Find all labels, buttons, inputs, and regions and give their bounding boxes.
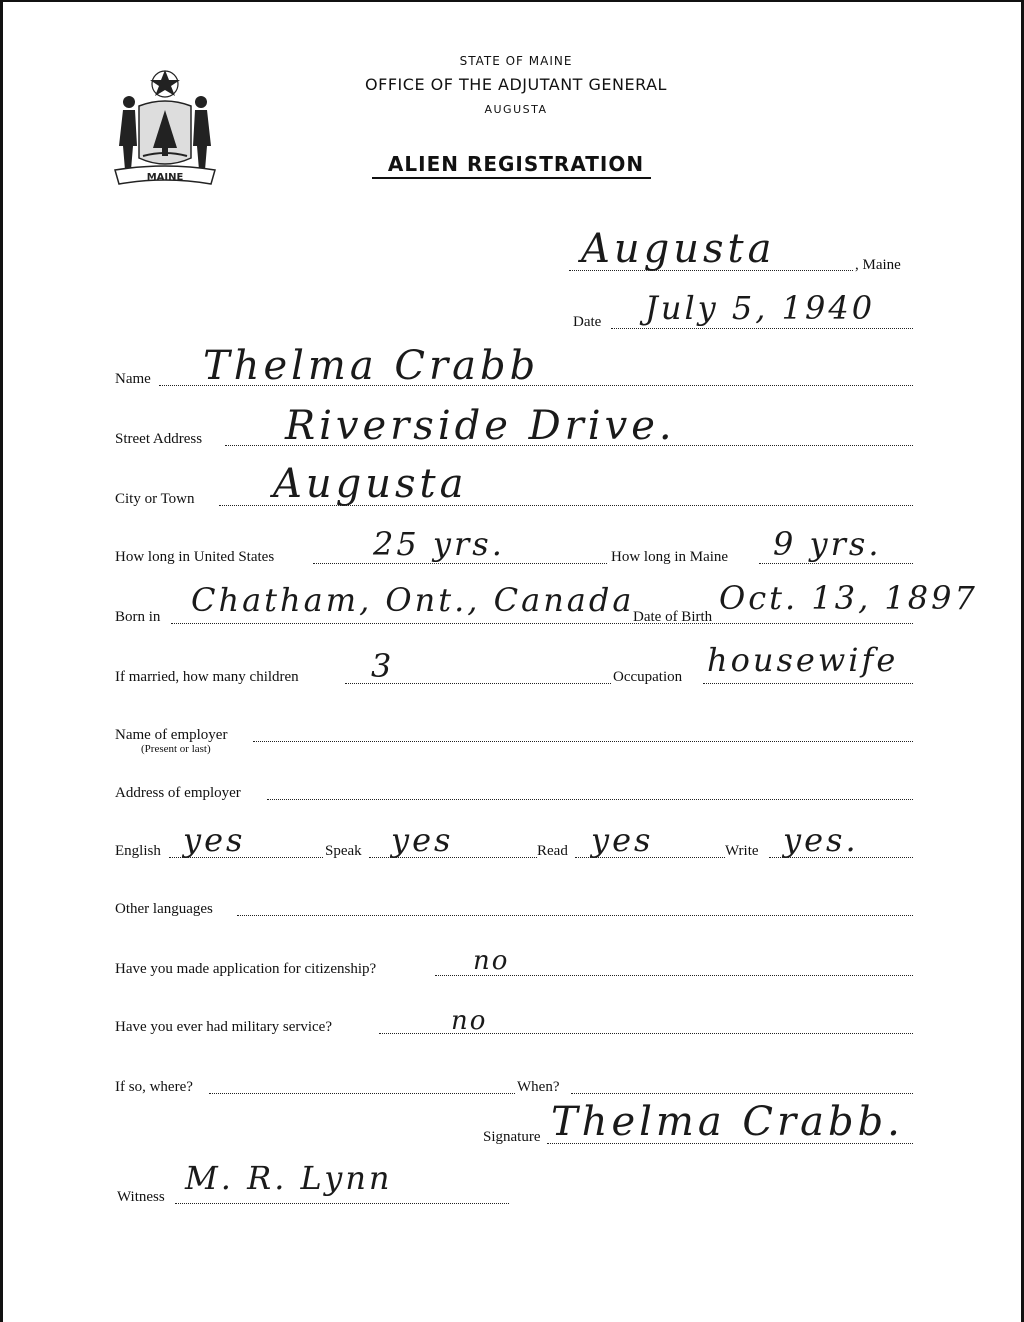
date-of-birth-label: Date of Birth (633, 609, 713, 625)
date-label: Date (573, 314, 602, 330)
read-label: Read (537, 843, 568, 859)
children-label: If married, how many children (115, 669, 299, 685)
citizenship-label: Have you made application for citizenship? (115, 961, 377, 977)
header-state: STATE OF MAINE (459, 54, 573, 68)
form-title: ALIEN REGISTRATION (387, 152, 645, 176)
occupation-line (703, 683, 913, 684)
how-long-us-label: How long in United States (115, 549, 275, 565)
speak-value: yes (391, 821, 454, 859)
employer-name-label: Name of employer (115, 727, 228, 743)
born-in-label: Born in (115, 609, 161, 625)
other-languages-line (237, 915, 913, 916)
how-long-us-line (313, 563, 607, 564)
children-value: 3 (371, 647, 395, 685)
when-line (571, 1093, 913, 1094)
witness-value: M. R. Lynn (185, 1159, 393, 1197)
employer-name-note: (Present or last) (141, 743, 211, 755)
name-label: Name (115, 371, 151, 387)
if-so-where-line (209, 1093, 515, 1094)
citizenship-value: no (473, 946, 510, 976)
born-in-value: Chatham, Ont., Canada (191, 581, 635, 619)
employer-name-line (253, 741, 913, 742)
born-in-line (171, 623, 913, 624)
how-long-maine-label: How long in Maine (611, 549, 729, 565)
seal-text: MAINE (146, 172, 184, 183)
occupation-label: Occupation (613, 669, 683, 685)
date-value: July 5, 1940 (645, 289, 876, 327)
when-label: When? (517, 1079, 560, 1095)
employer-address-label: Address of employer (115, 785, 241, 801)
how-long-maine-value: 9 yrs. (773, 525, 882, 563)
street-address-value: Riverside Drive. (285, 403, 676, 449)
signature-label: Signature (483, 1129, 541, 1145)
witness-line (175, 1203, 509, 1204)
employer-address-line (267, 799, 913, 800)
city-label: City or Town (115, 491, 195, 507)
write-label: Write (725, 843, 759, 859)
city-value: Augusta (273, 461, 468, 507)
date-of-birth-value: Oct. 13, 1897 (719, 579, 978, 617)
how-long-us-value: 25 yrs. (373, 525, 505, 563)
occupation-value: housewife (707, 641, 899, 679)
town-value: Augusta (581, 226, 776, 272)
title-underline (372, 177, 651, 179)
date-line (611, 328, 913, 329)
military-label: Have you ever had military service? (115, 1019, 332, 1035)
english-value: yes (183, 821, 246, 859)
name-value: Thelma Crabb (203, 343, 540, 389)
signature-value: Thelma Crabb. (551, 1099, 904, 1145)
witness-label: Witness (117, 1189, 165, 1205)
speak-label: Speak (325, 843, 362, 859)
english-label: English (115, 843, 161, 859)
header-city: AUGUSTA (484, 103, 548, 116)
if-so-where-label: If so, where? (115, 1079, 193, 1095)
write-value: yes. (783, 821, 859, 859)
street-address-label: Street Address (115, 431, 203, 447)
read-value: yes (591, 821, 654, 859)
other-languages-label: Other languages (115, 901, 213, 917)
how-long-maine-line (759, 563, 913, 564)
maine-label: , Maine (855, 257, 901, 273)
header-office: OFFICE OF THE ADJUTANT GENERAL (365, 75, 667, 94)
military-value: no (451, 1006, 488, 1036)
